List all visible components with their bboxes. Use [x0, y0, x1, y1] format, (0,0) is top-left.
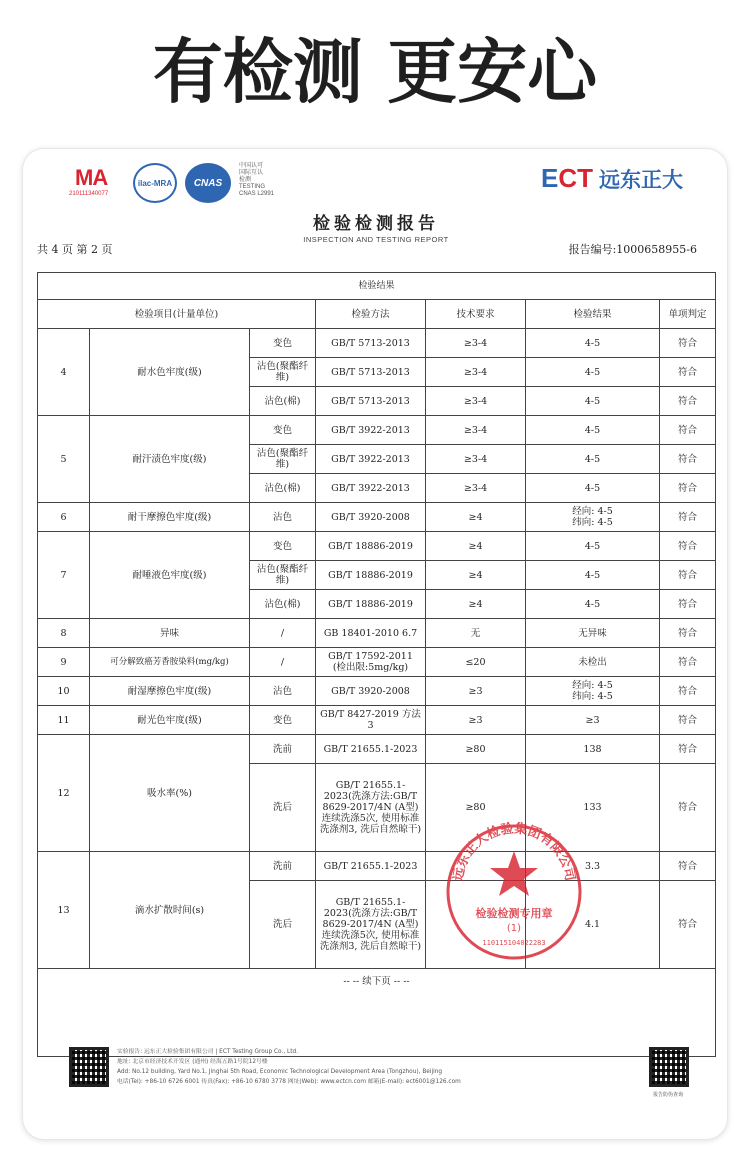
footer-line: 实验报告: 远东正大检验集团有限公司 | ECT Testing Group Co., Ltd. — [117, 1049, 299, 1055]
verdict: 符合 — [660, 735, 716, 764]
ma-logo-text: MA — [75, 165, 108, 190]
footer-line: 地址: 北京市经济技术开发区 (通州) 经海五路1号院12号楼 — [117, 1059, 268, 1065]
cnas-text-line: 国际互认 — [239, 170, 264, 176]
test-method: GB/T 21655.1-2023(洗涤方法:GB/T 8629-2017/4N (A型)连续洗涤5次, 使用标准洗涤剂3, 洗后自然晾干) — [316, 881, 426, 969]
header-requirement: 技术要求 — [426, 300, 526, 329]
test-item: 滴水扩散时间(s) — [90, 852, 250, 969]
cnas-logo-icon — [185, 163, 231, 203]
verdict: 符合 — [660, 590, 716, 619]
test-result: 4-5 — [526, 387, 660, 416]
table-row — [38, 969, 716, 995]
verdict: 符合 — [660, 648, 716, 677]
test-item: 耐水色牢度(级) — [90, 329, 250, 416]
seal-code: 110115104022283 — [482, 939, 546, 947]
official-seal-icon — [443, 821, 585, 963]
qr-code-icon — [69, 1047, 109, 1087]
footer-text — [117, 1047, 461, 1087]
test-method: GB/T 5713-2013 — [316, 358, 426, 387]
sub-item: 变色 — [250, 329, 316, 358]
row-number: 5 — [38, 416, 90, 503]
verdict: 符合 — [660, 619, 716, 648]
table-row — [38, 677, 716, 706]
verdict: 符合 — [660, 503, 716, 532]
requirement: ≥3-4 — [426, 358, 526, 387]
verdict: 符合 — [660, 387, 716, 416]
cnas-text-line: 检测 — [239, 177, 252, 183]
test-method: GB/T 3920-2008 — [316, 503, 426, 532]
requirement: ≥4 — [426, 503, 526, 532]
test-result: 3.3 — [526, 852, 660, 881]
table-row — [38, 706, 716, 735]
sub-item: 沾色 — [250, 677, 316, 706]
table-row — [38, 329, 716, 358]
verdict: 符合 — [660, 358, 716, 387]
cnas-text-line: CNAS L2991 — [239, 191, 275, 197]
sub-item: 沾色(聚酯纤维) — [250, 445, 316, 474]
header-result: 检验结果 — [526, 300, 660, 329]
table-row — [38, 619, 716, 648]
results-table — [37, 272, 716, 1057]
test-result: 4-5 — [526, 561, 660, 590]
row-number: 9 — [38, 648, 90, 677]
sub-item: 洗前 — [250, 735, 316, 764]
test-method: GB 18401-2010 6.7 — [316, 619, 426, 648]
seal-outer-text: 远东正大检验集团有限公司 — [450, 821, 578, 883]
cnas-text-line: 中国认可 — [239, 163, 264, 169]
section-title: 检验结果 — [38, 273, 716, 300]
table-row — [38, 532, 716, 561]
test-result: 4-5 — [526, 532, 660, 561]
test-result: 4-5 — [526, 445, 660, 474]
test-method: GB/T 18886-2019 — [316, 561, 426, 590]
sub-item: 洗后 — [250, 881, 316, 969]
row-number: 13 — [38, 852, 90, 969]
table-row — [38, 648, 716, 677]
report-sheet — [22, 148, 728, 1140]
test-method: GB/T 8427-2019 方法3 — [316, 706, 426, 735]
test-item: 耐汗渍色牢度(级) — [90, 416, 250, 503]
test-method: GB/T 21655.1-2023 — [316, 852, 426, 881]
test-result: 4.1 — [526, 881, 660, 969]
cnas-text — [239, 163, 287, 198]
header-item: 检验项目(计量单位) — [38, 300, 316, 329]
test-result: 无异味 — [526, 619, 660, 648]
verdict: 符合 — [660, 561, 716, 590]
test-result: 138 — [526, 735, 660, 764]
test-result: 133 — [526, 764, 660, 852]
sub-item: 沾色(聚酯纤维) — [250, 561, 316, 590]
verdict: 符合 — [660, 329, 716, 358]
verdict: 符合 — [660, 532, 716, 561]
table-row — [38, 503, 716, 532]
sub-item: / — [250, 648, 316, 677]
verdict: 符合 — [660, 677, 716, 706]
test-method: GB/T 17592-2011 (检出限:5mg/kg) — [316, 648, 426, 677]
report-subtitle: INSPECTION AND TESTING REPORT — [303, 235, 449, 244]
requirement: ≥4 — [426, 561, 526, 590]
brand-name: 远东正大 — [599, 167, 683, 192]
cnas-text-line: TESTING — [239, 184, 266, 190]
test-result: 4-5 — [526, 590, 660, 619]
continued-note: -- -- 续下页 -- -- — [38, 969, 716, 995]
test-result: 经向: 4-5 纬向: 4-5 — [526, 677, 660, 706]
requirement: ≥3-4 — [426, 474, 526, 503]
row-number: 7 — [38, 532, 90, 619]
footer-line: Add: No.12 building, Yard No.1, Jinghai 5th Road, Economic Technological Development Area (Tongzhou), Beijing — [117, 1069, 443, 1075]
requirement: ≥80 — [426, 764, 526, 852]
cert-logos — [69, 163, 287, 207]
ma-logo-icon — [69, 163, 125, 203]
sub-item: 沾色(棉) — [250, 474, 316, 503]
requirement: ≥3 — [426, 706, 526, 735]
test-result: 经向: 4-5 纬向: 4-5 — [526, 503, 660, 532]
qr-code-icon — [649, 1047, 689, 1087]
sub-item: 变色 — [250, 706, 316, 735]
requirement: ≥3-4 — [426, 387, 526, 416]
requirement: ≥4 — [426, 590, 526, 619]
test-method: GB/T 18886-2019 — [316, 590, 426, 619]
row-number: 8 — [38, 619, 90, 648]
test-method: GB/T 3922-2013 — [316, 474, 426, 503]
qr-caption: 报告防伪查询 — [652, 1092, 683, 1098]
table-row — [38, 735, 716, 764]
ilac-logo-text: ilac-MRA — [137, 178, 173, 188]
row-number: 11 — [38, 706, 90, 735]
test-item: 耐湿摩擦色牢度(级) — [90, 677, 250, 706]
row-number: 12 — [38, 735, 90, 852]
test-item: 异味 — [90, 619, 250, 648]
test-result: 未检出 — [526, 648, 660, 677]
sub-item: 洗后 — [250, 764, 316, 852]
verdict: 符合 — [660, 852, 716, 881]
requirement: ≥3-4 — [426, 416, 526, 445]
seal-number: (1) — [506, 923, 522, 934]
test-method: GB/T 3920-2008 — [316, 677, 426, 706]
test-result: 4-5 — [526, 329, 660, 358]
ect-logo-icon: ECT — [540, 163, 593, 193]
test-result: 4-5 — [526, 358, 660, 387]
report-title: 检验检测报告 — [313, 214, 439, 234]
page-info: 共 4 页 第 2 页 — [37, 243, 113, 256]
requirement: ≥4 — [426, 532, 526, 561]
test-method: GB/T 5713-2013 — [316, 387, 426, 416]
test-item: 耐干摩擦色牢度(级) — [90, 503, 250, 532]
sub-item: 沾色 — [250, 503, 316, 532]
verdict: 符合 — [660, 416, 716, 445]
row-number: 4 — [38, 329, 90, 416]
test-method: GB/T 3922-2013 — [316, 416, 426, 445]
table-row — [38, 416, 716, 445]
requirement: ≥80 — [426, 735, 526, 764]
sub-item: 洗前 — [250, 852, 316, 881]
test-method: GB/T 3922-2013 — [316, 445, 426, 474]
test-method: GB/T 5713-2013 — [316, 329, 426, 358]
ma-number: 210111340077 — [69, 191, 109, 197]
test-result: 4-5 — [526, 474, 660, 503]
test-item: 耐唾液色牢度(级) — [90, 532, 250, 619]
row-number: 6 — [38, 503, 90, 532]
sub-item: 沾色(棉) — [250, 590, 316, 619]
report-footer — [69, 1045, 689, 1098]
sub-item: 沾色(棉) — [250, 387, 316, 416]
verdict: 符合 — [660, 706, 716, 735]
seal-inner-text: 检验检测专用章 — [475, 907, 553, 920]
requirement: 无 — [426, 619, 526, 648]
verdict: 符合 — [660, 445, 716, 474]
test-method: GB/T 21655.1-2023(洗涤方法:GB/T 8629-2017/4N (A型)连续洗涤5次, 使用标准洗涤剂3, 洗后自然晾干) — [316, 764, 426, 852]
test-item: 吸水率(%) — [90, 735, 250, 852]
row-number: 10 — [38, 677, 90, 706]
header-verdict: 单项判定 — [660, 300, 716, 329]
verdict: 符合 — [660, 764, 716, 852]
requirement: ≥3-4 — [426, 445, 526, 474]
verdict: 符合 — [660, 474, 716, 503]
header-method: 检验方法 — [316, 300, 426, 329]
footer-line: 电话(Tel): +86-10 6726 6001 传真(Fax): +86-10 6780 3778 网址(Web): www.ectcn.com 邮箱(E-mail): ect6001@126.com — [117, 1079, 461, 1085]
headline: 有检测 更安心 — [152, 31, 598, 113]
requirement: ≥3 — [426, 677, 526, 706]
test-item: 耐光色牢度(级) — [90, 706, 250, 735]
verdict: 符合 — [660, 881, 716, 969]
test-method: GB/T 18886-2019 — [316, 532, 426, 561]
table-row — [38, 852, 716, 881]
test-result: 4-5 — [526, 416, 660, 445]
cnas-logo-text: CNAS — [193, 177, 223, 189]
sub-item: 沾色(聚酯纤维) — [250, 358, 316, 387]
sub-item: 变色 — [250, 416, 316, 445]
test-result: ≥3 — [526, 706, 660, 735]
test-item: 可分解致癌芳香胺染料(mg/kg) — [90, 648, 250, 677]
requirement: ≥3-4 — [426, 329, 526, 358]
test-method: GB/T 21655.1-2023 — [316, 735, 426, 764]
sub-item: / — [250, 619, 316, 648]
requirement: ≤20 — [426, 648, 526, 677]
sub-item: 变色 — [250, 532, 316, 561]
ilac-logo-icon — [133, 163, 177, 203]
ect-brand-logo — [541, 163, 683, 194]
report-number: 报告编号:1000658955-6 — [568, 243, 697, 256]
